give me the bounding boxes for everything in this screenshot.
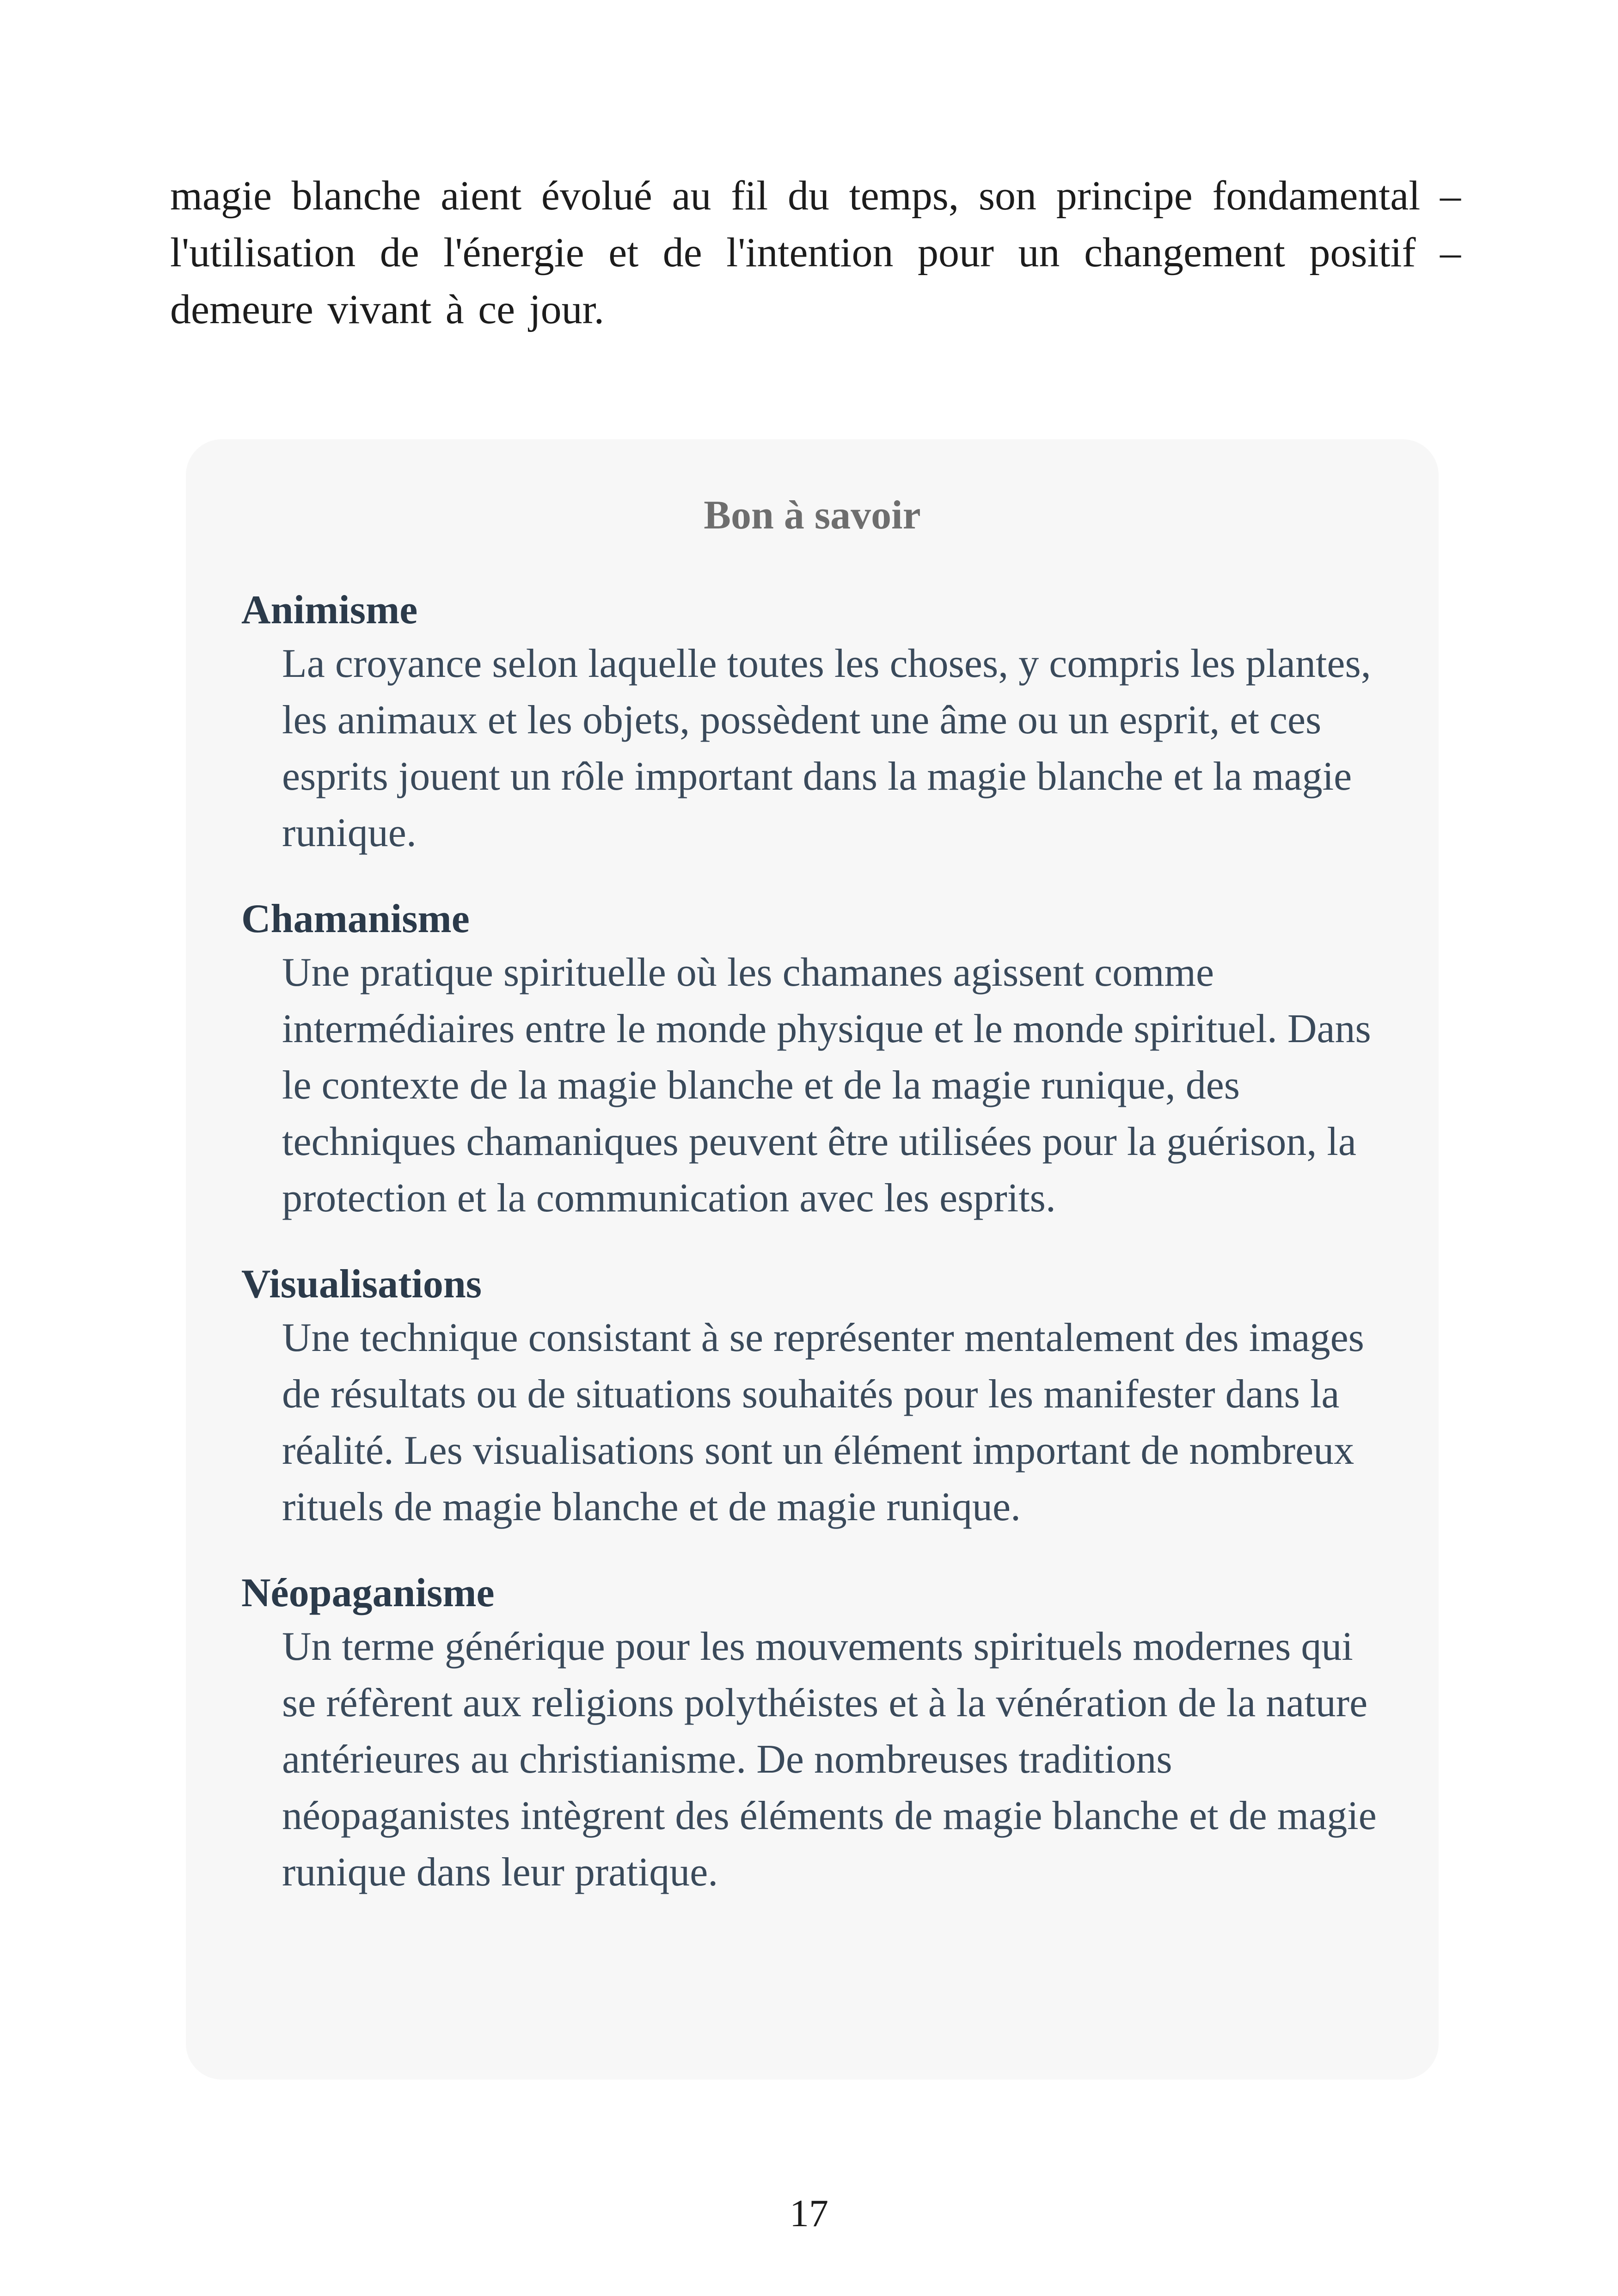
glossary-term: Animisme [241, 588, 418, 632]
glossary-term: Visualisations [241, 1262, 482, 1307]
info-box [186, 439, 1439, 2080]
glossary-entry-chamanisme [241, 896, 1397, 1227]
glossary-term: Néopaganisme [241, 1571, 495, 1615]
info-box-title: Bon à savoir [704, 493, 921, 538]
glossary-entry-animisme [241, 587, 1397, 861]
glossary-definition: La croyance selon laquelle toutes les choses, y compris les plantes, les animaux et les objets, possèdent une âme ou un esprit, et ces esprits jouent un rôle important dans la magie blanche et la magie runique. [282, 641, 1371, 855]
glossary-term: Chamanisme [241, 896, 470, 941]
glossary-definition: Une technique consistant à se représenter mentalement des images de résultats ou de situations souhaités pour les manifester dans la réalité. Les visualisations sont un élément important de nombreux rituels de magie blanche et de magie runique. [282, 1315, 1364, 1529]
glossary-definition: Un terme générique pour les mouvements spirituels modernes qui se réfèrent aux religions polythéistes et à la vénération de la nature antérieures au christianisme. De nombreuses traditions néopaganistes intègrent des éléments de magie blanche et de magie runique dans leur pratique. [282, 1624, 1377, 1895]
glossary-entry-neopaganisme [241, 1570, 1397, 1901]
glossary-list [241, 587, 1397, 1935]
glossary-entry-visualisations [241, 1261, 1397, 1535]
glossary-definition: Une pratique spirituelle où les chamanes agissent comme intermédiaires entre le monde physique et le monde spirituel. Dans le contexte de la magie blanche et de la magie runique, des techniques chamaniques peuvent être utilisées pour la guérison, la protection et la communication avec les esprits. [282, 950, 1371, 1221]
page-number: 17 [790, 2192, 828, 2235]
intro-paragraph: magie blanche aient évolué au fil du temps, son principe fondamental – l'utilisation de l'énergie et de l'intention pour un changement positif – demeure vivant à ce jour. [170, 173, 1461, 332]
